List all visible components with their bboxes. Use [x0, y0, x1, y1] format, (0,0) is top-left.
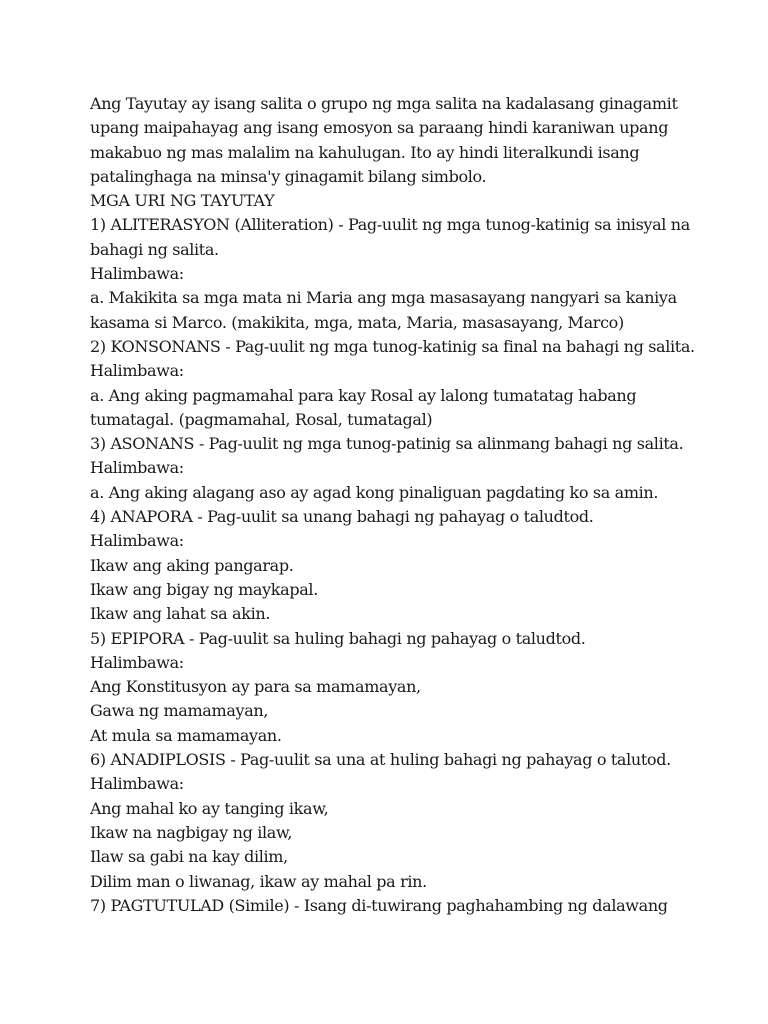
- item-heading: 2) KONSONANS - Pag-uulit ng mga tunog-katinig sa final na bahagi ng salita.: [90, 336, 695, 356]
- example-line: tumatagal. (pagmamahal, Rosal, tumatagal): [90, 409, 433, 429]
- item-heading: 5) EPIPORA - Pag-uulit sa huling bahagi ng pahayag o taludtod.: [90, 628, 586, 648]
- paragraph-line: makabuo ng mas malalim na kahulugan. Ito ay hindi literalkundi isang: [90, 142, 640, 162]
- section-heading: MGA URI NG TAYUTAY: [90, 191, 275, 211]
- example-label: Halimbawa:: [90, 774, 184, 794]
- example-line: a. Ang aking pagmamahal para kay Rosal ay lalong tumatatag habang: [90, 385, 637, 405]
- example-line: Ikaw ang aking pangarap.: [90, 555, 294, 575]
- example-label: Halimbawa:: [90, 361, 184, 381]
- example-label: Halimbawa:: [90, 531, 184, 551]
- example-label: Halimbawa:: [90, 458, 184, 478]
- example-label: Halimbawa:: [90, 652, 184, 672]
- example-line: Gawa ng mamamayan,: [90, 701, 269, 721]
- item-heading: 6) ANADIPLOSIS - Pag-uulit sa una at huling bahagi ng pahayag o talutod.: [90, 750, 671, 770]
- document-body: [90, 92, 730, 918]
- example-line: Ikaw ang lahat sa akin.: [90, 604, 271, 624]
- example-line: Ang mahal ko ay tanging ikaw,: [90, 798, 329, 818]
- example-line: Ilaw sa gabi na kay dilim,: [90, 847, 288, 867]
- example-line: Dilim man o liwanag, ikaw ay mahal pa rin.: [90, 871, 427, 891]
- item-heading: 1) ALITERASYON (Alliteration) - Pag-uulit ng mga tunog-katinig sa inisyal na: [90, 215, 690, 235]
- paragraph-line: upang maipahayag ang isang emosyon sa paraang hindi karaniwan upang: [90, 118, 669, 138]
- example-line: kasama si Marco. (makikita, mga, mata, Maria, masasayang, Marco): [90, 312, 624, 332]
- example-line: At mula sa mamamayan.: [90, 725, 282, 745]
- paragraph-line: patalinghaga na minsa'y ginagamit bilang simbolo.: [90, 166, 487, 186]
- example-line: Ikaw ang bigay ng maykapal.: [90, 579, 318, 599]
- example-line: a. Ang aking alagang aso ay agad kong pinaliguan pagdating ko sa amin.: [90, 482, 659, 502]
- item-heading: 3) ASONANS - Pag-uulit ng mga tunog-patinig sa alinmang bahagi ng salita.: [90, 434, 684, 454]
- item-heading: 7) PAGTUTULAD (Simile) - Isang di-tuwirang paghahambing ng dalawang: [90, 895, 668, 915]
- example-line: a. Makikita sa mga mata ni Maria ang mga masasayang nangyari sa kaniya: [90, 288, 677, 308]
- example-line: Ang Konstitusyon ay para sa mamamayan,: [90, 677, 421, 697]
- paragraph-line: Ang Tayutay ay isang salita o grupo ng mga salita na kadalasang ginagamit: [90, 94, 678, 113]
- item-heading: 4) ANAPORA - Pag-uulit sa unang bahagi ng pahayag o taludtod.: [90, 507, 594, 527]
- example-line: Ikaw na nagbigay ng ilaw,: [90, 822, 293, 842]
- item-heading: bahagi ng salita.: [90, 239, 219, 259]
- example-label: Halimbawa:: [90, 264, 184, 284]
